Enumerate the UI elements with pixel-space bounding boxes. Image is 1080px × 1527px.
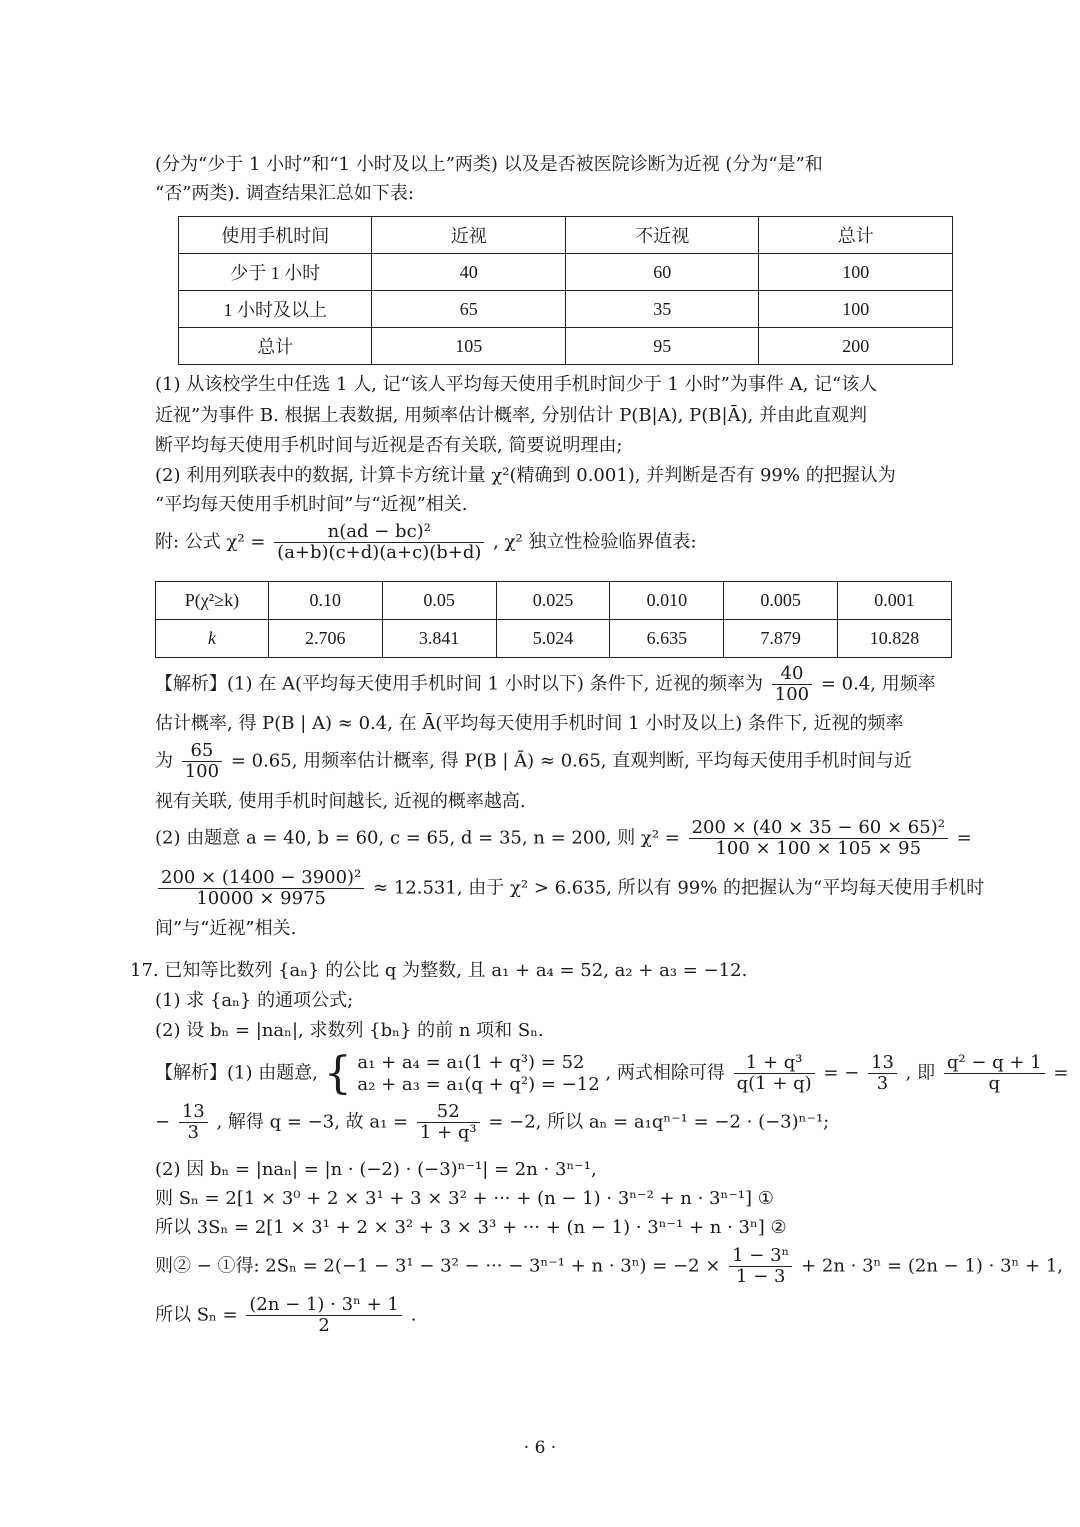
table-cell: 0.05 bbox=[382, 582, 496, 620]
q17-part2: (2) 设 bₙ = |naₙ|, 求数列 {bₙ} 的前 n 项和 Sₙ. bbox=[155, 1020, 544, 1041]
fraction-denominator: 100 × 100 × 105 × 95 bbox=[689, 838, 948, 859]
fraction-denominator: 100 bbox=[772, 684, 812, 705]
table-cell: 0.025 bbox=[496, 582, 610, 620]
table-row bbox=[156, 620, 952, 658]
table-cell: 35 bbox=[565, 291, 758, 328]
solution-text: 所以 Sₙ = bbox=[155, 1304, 238, 1326]
table-header-cell: 不近视 bbox=[565, 217, 758, 254]
table-cell: 6.635 bbox=[610, 620, 724, 658]
critical-row-label-k: k bbox=[156, 620, 269, 658]
table-cell: 10.828 bbox=[838, 620, 952, 658]
table-cell: 60 bbox=[565, 254, 758, 291]
fraction-denominator: 2 bbox=[246, 1315, 401, 1336]
fraction-13-3 bbox=[179, 1102, 208, 1143]
appendix-suffix: , χ² 独立性检验临界值表: bbox=[493, 531, 697, 553]
table-cell: 200 bbox=[759, 328, 953, 365]
fraction-denominator: 3 bbox=[868, 1073, 897, 1094]
q-fraction bbox=[944, 1053, 1045, 1094]
solution16-part2-line3: 间”与“近视”相关. bbox=[155, 918, 297, 939]
chi-square-simplified bbox=[158, 868, 364, 909]
solution-text: (2) 由题意 a = 40, b = 60, c = 65, d = 35, n = 200, 则 χ² = bbox=[155, 827, 680, 849]
fraction-numerator: 1 − 3ⁿ bbox=[732, 1245, 790, 1266]
q16-part1-line3: 断平均每天使用手机时间与近视是否有关联, 简要说明理由; bbox=[155, 435, 623, 456]
solution16-part2-line2 bbox=[155, 868, 984, 909]
critical-value-table bbox=[155, 581, 952, 658]
solution-text: = bbox=[956, 827, 972, 849]
table-row bbox=[156, 582, 952, 620]
table-cell: 7.879 bbox=[724, 620, 838, 658]
table-cell: 1 小时及以上 bbox=[179, 291, 372, 328]
chi-square-substitution bbox=[689, 818, 948, 859]
q17-part2-line1: (2) 因 bₙ = |naₙ| = |n · (−2) · (−3)ⁿ⁻¹| = 2n · 3ⁿ⁻¹, bbox=[155, 1159, 597, 1180]
table-cell: 100 bbox=[759, 291, 953, 328]
solution-text: − bbox=[155, 1111, 171, 1133]
solution-text: = bbox=[1053, 1062, 1069, 1084]
appendix-formula-line bbox=[155, 522, 697, 563]
fraction-numerator: (2n − 1) · 3ⁿ + 1 bbox=[249, 1294, 399, 1315]
geometric-sum-fraction bbox=[729, 1246, 792, 1287]
table-row bbox=[179, 254, 953, 291]
fraction-numerator: 40 bbox=[780, 663, 804, 684]
q17-solution-line2 bbox=[155, 1102, 829, 1143]
q16-part2-line2: “平均每天使用手机时间”与“近视”相关. bbox=[155, 494, 468, 515]
fraction-denominator: 1 + q³ bbox=[417, 1122, 480, 1143]
solution-text: 【解析】(1) 在 A(平均每天使用手机时间 1 小时以下) 条件下, 近视的频率为 bbox=[155, 673, 764, 695]
table-cell: 0.005 bbox=[724, 582, 838, 620]
q17-part2-line5 bbox=[155, 1295, 416, 1336]
solution-text: , 两式相除可得 bbox=[605, 1062, 725, 1084]
solution-text: . bbox=[410, 1304, 417, 1326]
page-number: · 6 · bbox=[523, 1438, 557, 1458]
q16-part2-line1: (2) 利用列联表中的数据, 计算卡方统计量 χ²(精确到 0.001), 并判断是否有 99% 的把握认为 bbox=[155, 465, 896, 486]
fraction-numerator: 65 bbox=[190, 740, 214, 761]
fraction-numerator: q² − q + 1 bbox=[946, 1052, 1042, 1073]
q17-part1: (1) 求 {aₙ} 的通项公式; bbox=[155, 990, 354, 1011]
table-cell: 65 bbox=[372, 291, 566, 328]
solution-text: , 即 bbox=[905, 1062, 936, 1084]
table-cell: 总计 bbox=[179, 328, 372, 365]
solution-text: 【解析】(1) 由题意, bbox=[155, 1062, 318, 1084]
table-cell: 5.024 bbox=[496, 620, 610, 658]
fraction-denominator: 100 bbox=[182, 761, 222, 782]
fraction-numerator: 200 × (1400 − 3900)² bbox=[161, 867, 362, 888]
solution-text: = 0.4, 用频率 bbox=[820, 673, 936, 695]
table-header-cell: 使用手机时间 bbox=[179, 217, 372, 254]
equation-system bbox=[357, 1052, 599, 1096]
q16-part1-line2: 近视”为事件 B. 根据上表数据, 用频率估计概率, 分别估计 P(B|A), P(B|Ā), 并由此直观判 bbox=[155, 405, 867, 426]
table-row bbox=[179, 328, 953, 365]
a1-fraction bbox=[417, 1102, 480, 1143]
solution-text: + 2n · 3ⁿ = (2n − 1) · 3ⁿ + 1, bbox=[801, 1255, 1064, 1277]
fraction-13-3 bbox=[868, 1053, 897, 1094]
q17-part2-line2: 则 Sₙ = 2[1 × 3⁰ + 2 × 3¹ + 3 × 3² + ··· + (n − 1) · 3ⁿ⁻² + n · 3ⁿ⁻¹] ① bbox=[155, 1188, 774, 1209]
fraction-denominator: q(1 + q) bbox=[734, 1073, 815, 1094]
table-cell: 105 bbox=[372, 328, 566, 365]
ratio-fraction bbox=[734, 1053, 815, 1094]
table-header-cell: 近视 bbox=[372, 217, 566, 254]
solution-text: = −2, 所以 aₙ = a₁qⁿ⁻¹ = −2 · (−3)ⁿ⁻¹; bbox=[488, 1111, 830, 1133]
fraction-numerator: 1 + q³ bbox=[745, 1052, 803, 1073]
fraction-numerator: 13 bbox=[871, 1052, 894, 1073]
solution16-part2-line1 bbox=[155, 818, 972, 859]
q17-solution-line1 bbox=[155, 1048, 1068, 1099]
equation-2: a₂ + a₃ = a₁(q + q²) = −12 bbox=[357, 1073, 600, 1095]
left-brace: { bbox=[323, 1048, 352, 1099]
solution16-line1 bbox=[155, 664, 936, 705]
table-cell: 2.706 bbox=[268, 620, 382, 658]
q17-part2-line4 bbox=[155, 1246, 1063, 1287]
q17-stem: 17. 已知等比数列 {aₙ} 的公比 q 为整数, 且 a₁ + a₄ = 52, a₂ + a₃ = −12. bbox=[130, 960, 748, 981]
table-cell: 40 bbox=[372, 254, 566, 291]
table-header-cell: 总计 bbox=[759, 217, 953, 254]
solution-text: 则② − ①得: 2Sₙ = 2(−1 − 3¹ − 3² − ··· − 3ⁿ⁻¹ + n · 3ⁿ) = −2 × bbox=[155, 1255, 721, 1277]
fraction-65-100 bbox=[182, 741, 222, 782]
table-cell: 3.841 bbox=[382, 620, 496, 658]
solution16-line2: 估计概率, 得 P(B | A) ≈ 0.4, 在 Ā(平均每天使用手机时间 1 小时及以上) 条件下, 近视的频率 bbox=[155, 713, 904, 734]
table-cell: 0.10 bbox=[268, 582, 382, 620]
solution-text: , 解得 q = −3, 故 a₁ = bbox=[216, 1111, 409, 1133]
appendix-prefix: 附: 公式 χ² = bbox=[155, 531, 266, 553]
equation-1: a₁ + a₄ = a₁(1 + q³) = 52 bbox=[357, 1051, 585, 1073]
table-cell: 0.001 bbox=[838, 582, 952, 620]
table-row bbox=[179, 291, 953, 328]
fraction-denominator: q bbox=[944, 1073, 1045, 1094]
formula-numerator: n(ad − bc)² bbox=[327, 521, 431, 542]
critical-row-label-probability: P(χ²≥k) bbox=[156, 582, 269, 620]
intro-line-2: “否”两类). 调查结果汇总如下表: bbox=[155, 183, 414, 204]
fraction-denominator: 3 bbox=[179, 1122, 208, 1143]
chi-square-formula bbox=[274, 522, 484, 563]
survey-table-header bbox=[179, 217, 953, 254]
survey-table bbox=[178, 216, 953, 365]
table-cell: 100 bbox=[759, 254, 953, 291]
fraction-numerator: 13 bbox=[181, 1101, 205, 1122]
fraction-denominator: 10000 × 9975 bbox=[158, 888, 364, 909]
solution-text: = 0.65, 用频率估计概率, 得 P(B | Ā) ≈ 0.65, 直观判断, 平均每天使用手机时间与近 bbox=[230, 750, 912, 772]
solution-text: = − bbox=[823, 1062, 860, 1084]
intro-line-1: (分为“少于 1 小时”和“1 小时及以上”两类) 以及是否被医院诊断为近视 (分为“是”和 bbox=[155, 154, 823, 175]
table-cell: 0.010 bbox=[610, 582, 724, 620]
sn-fraction bbox=[246, 1295, 401, 1336]
q17-part2-line3: 所以 3Sₙ = 2[1 × 3¹ + 2 × 3² + 3 × 3³ + ··· + (n − 1) · 3ⁿ⁻¹ + n · 3ⁿ] ② bbox=[155, 1217, 787, 1238]
fraction-denominator: 1 − 3 bbox=[729, 1266, 792, 1287]
solution16-line4: 视有关联, 使用手机时间越长, 近视的概率越高. bbox=[155, 791, 526, 812]
fraction-numerator: 52 bbox=[436, 1101, 460, 1122]
formula-denominator: (a+b)(c+d)(a+c)(b+d) bbox=[274, 542, 484, 563]
solution-text: ≈ 12.531, 由于 χ² > 6.635, 所以有 99% 的把握认为“平均每天使用手机时 bbox=[373, 877, 985, 899]
table-cell: 少于 1 小时 bbox=[179, 254, 372, 291]
q16-part1-line1: (1) 从该校学生中任选 1 人, 记“该人平均每天使用手机时间少于 1 小时”为事件 A, 记“该人 bbox=[155, 374, 878, 395]
table-cell: 95 bbox=[565, 328, 758, 365]
fraction-40-100 bbox=[772, 664, 812, 705]
solution16-line3 bbox=[155, 741, 912, 782]
fraction-numerator: 200 × (40 × 35 − 60 × 65)² bbox=[691, 817, 945, 838]
solution-text: 为 bbox=[155, 750, 173, 772]
